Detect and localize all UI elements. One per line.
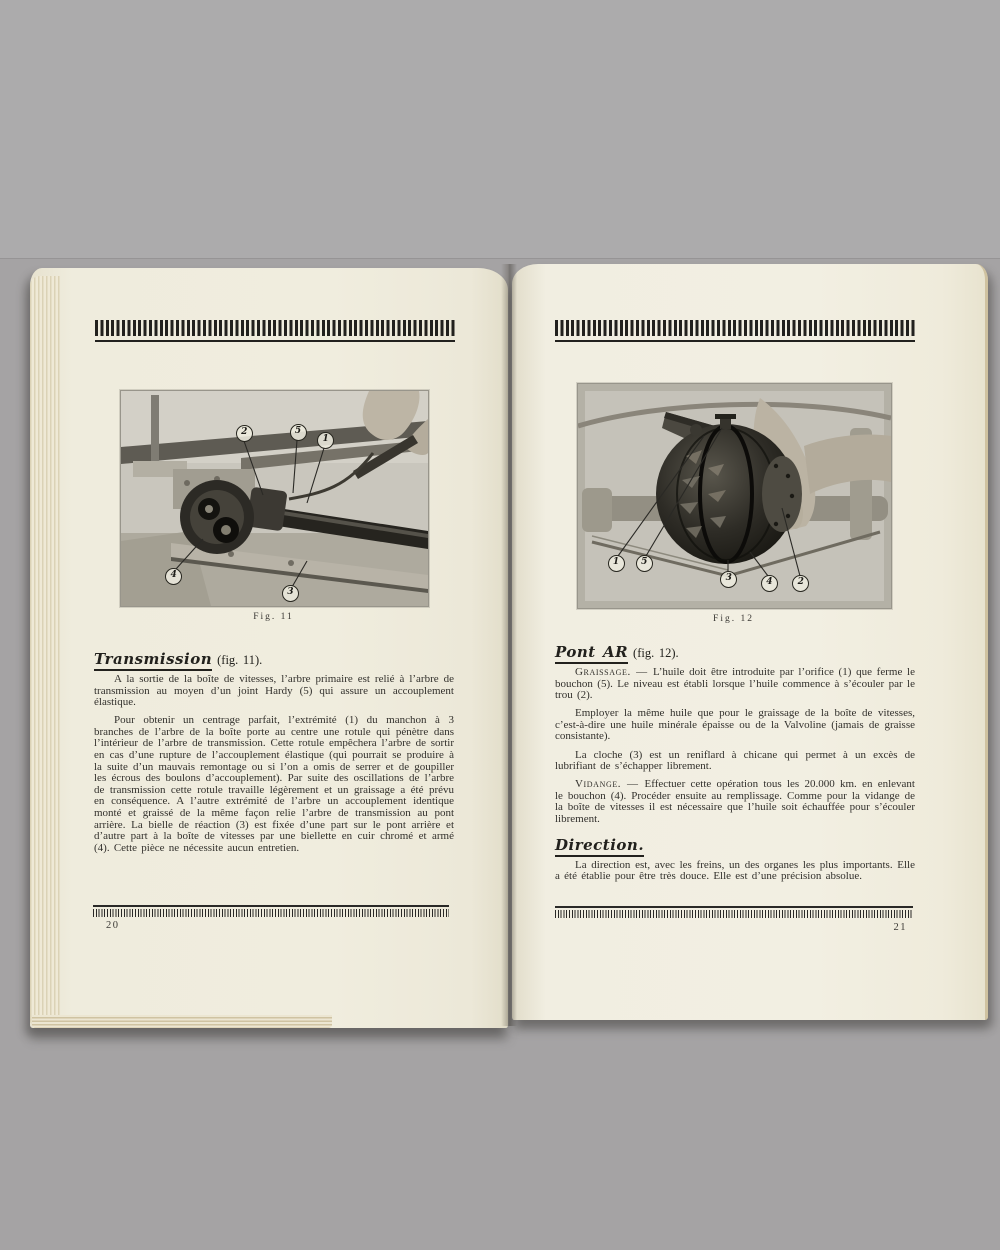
paragraph: Graissage. — L’huile doit être introduite par l’orifice (1) que ferme le bouchon (5). Le niveau est établi lorsque l’huile commence à s’écouler par le trou (2). [555,666,915,702]
page-number-right: 21 [893,922,907,933]
figure-12-caption: Fig. 12 [713,614,754,624]
paragraph: Employer la même huile que pour le graissage de la boîte de vitesses, c’est-à-dire une huile minérale épaisse ou de la Valvoline (jamais de graisse consistante). [555,707,915,743]
callout-marker: 3 [282,585,299,602]
paragraph: La cloche (3) est un reniflard à chicane qui permet à un excès de lubrifiant de s’échapper librement. [555,748,915,773]
paragraph: A la sortie de la boîte de vitesses, l’arbre primaire est relié à l’arbre de transmission au moyen d’un joint Hardy (5) qui assure un accouplement élastique. [94,673,454,709]
ornament-band-top [555,320,915,342]
right-page [512,264,988,1020]
paragraph: Vidange. — Effectuer cette opération tous les 20.000 km. en enlevant le bouchon (4). Procéder ensuite au remplissage. Comme pour la vidange de la boîte de vitesses il est nécessaire que l’huile soit échauffée pour s’écouler librement. [555,778,915,826]
section-heading-pont-ar: Pont AR (fig. 12). [555,643,915,662]
page-edges-bottom [32,1015,332,1028]
section-heading-transmission: Transmission (fig. 11). [94,650,454,669]
page-edges-left [30,276,60,1024]
figure-11-caption: Fig. 11 [253,612,294,622]
book-gutter [501,264,517,1026]
footer-rule-band [555,906,913,918]
callout-marker: 2 [792,575,809,592]
ornament-band-top [95,320,455,342]
page-number-left: 20 [106,920,120,931]
figure-12-photo [577,383,892,609]
left-page [30,268,508,1028]
callout-marker: 1 [608,555,625,572]
callout-marker: 5 [636,555,653,572]
footer-rule-band [93,905,449,917]
figure-11-photo [120,390,429,607]
right-page-text [555,643,915,883]
callout-marker: 4 [165,568,182,585]
callout-marker: 3 [720,571,737,588]
backdrop-upper [0,0,1000,259]
callout-marker: 1 [317,432,334,449]
paragraph: Pour obtenir un centrage parfait, l’extrémité (1) du manchon à 3 branches de l’arbre de la boîte porte au centre une rotule qui pénètre dans l’intérieur de l’arbre de transmission. Cette rotule empêchera l’arbre de sortir en cas d’une rupture de l’accouplement élastique (qui pourrait se produire à la suite d’un mauvais remontage ou si l’on a omis de serrer et de goupiller les écrous des boulons d’accouplement). Par suite des oscillations de l’arbre de transmission cette rotule travaille légèrement et un graissage a été prévu en conséquence. A l’autre extrémité de l’arbre un accouplement identique monté et graissé de la même façon relie l’arbre de transmission au pont arrière. La bielle de réaction (3) est fixée d’une part sur le pont arrière et d’autre part à la boîte de vitesses par une biellette en cuir chromé et armé (4). Cette pièce ne nécessite aucun entretien. [94,714,454,854]
callout-marker: 5 [290,424,307,441]
callout-marker: 2 [236,425,253,442]
section-heading-direction: Direction. [555,836,915,855]
callout-marker: 4 [761,575,778,592]
left-page-text [94,650,454,854]
paragraph: La direction est, avec les freins, un des organes les plus importants. Elle a été établie pour être très douce. Elle est d’une précision absolue. [555,858,915,883]
